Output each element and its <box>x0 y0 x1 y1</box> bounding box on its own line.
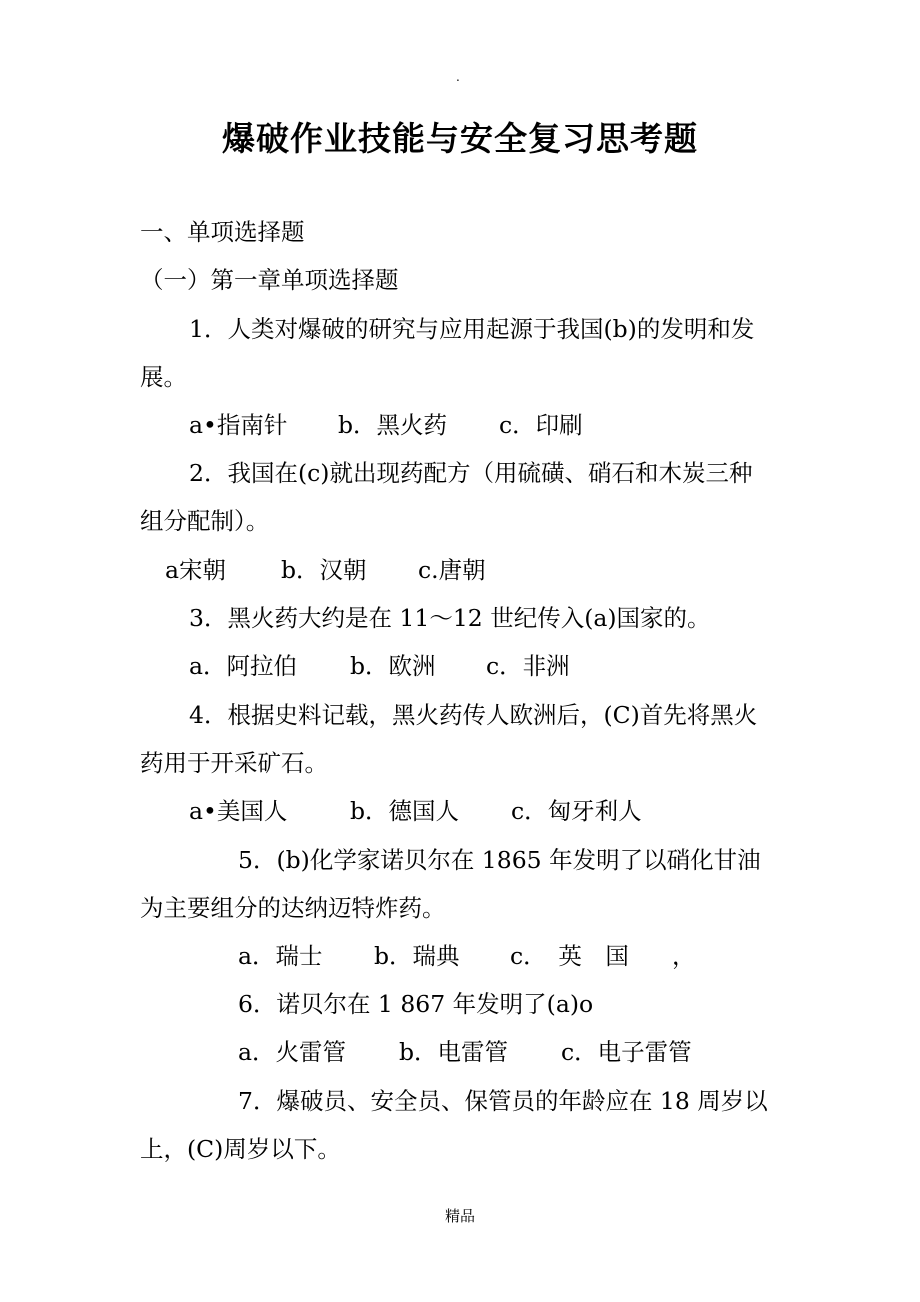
option-c: c.唐朝 <box>418 556 486 584</box>
option-a: a．瑞士 <box>238 942 323 970</box>
question-4-line-1: 4．根据史料记载，黑火药传人欧洲后，(C)首先将黑火 <box>189 701 758 729</box>
question-2-line-1: 2．我国在(c)就出现药配方（用硫磺、硝石和木炭三种 <box>189 459 753 487</box>
question-6-line-1: 6．诺贝尔在 1 867 年发明了(a)o <box>238 990 594 1018</box>
option-b: b．黑火药 <box>338 411 448 439</box>
question-7-line-1: 7．爆破员、安全员、保管员的年龄应在 18 周岁以 <box>238 1087 768 1115</box>
option-b: b．电雷管 <box>399 1038 509 1066</box>
question-1-options <box>189 409 583 441</box>
question-1-line-2: 展。 <box>140 363 187 391</box>
question-5-line-1: 5．(b)化学家诺贝尔在 1865 年发明了以硝化甘油 <box>238 846 761 874</box>
option-c: c．印刷 <box>499 411 583 439</box>
question-2-options <box>165 554 486 586</box>
page-title: 爆破作业技能与安全复习思考题 <box>222 119 698 158</box>
option-b: b．瑞典 <box>374 942 460 970</box>
option-a: a．阿拉伯 <box>189 652 298 680</box>
question-5-line-2: 为主要组分的达纳迈特炸药。 <box>140 894 446 922</box>
header-mark: . <box>456 70 460 84</box>
page-footer: 精品 <box>444 1207 475 1225</box>
question-1-line-1: 1．人类对爆破的研究与应用起源于我国(b)的发明和发 <box>189 315 755 343</box>
option-c: c．非洲 <box>486 652 570 680</box>
question-2-line-2: 组分配制）。 <box>140 507 270 535</box>
option-c: c． 英 国 <box>510 942 629 970</box>
question-7-line-2: 上，(C)周岁以下。 <box>140 1135 341 1163</box>
option-c: c．匈牙利人 <box>511 797 642 825</box>
trailing-comma: ， <box>672 942 696 970</box>
question-5-options <box>238 940 696 972</box>
section-heading: 一、单项选择题 <box>140 218 305 246</box>
subsection-heading: （一）第一章单项选择题 <box>140 266 399 294</box>
option-a: a•指南针 <box>189 411 288 439</box>
option-c: c．电子雷管 <box>561 1038 692 1066</box>
option-b: b．汉朝 <box>281 556 367 584</box>
question-4-line-2: 药用于开采矿石。 <box>140 749 328 777</box>
question-3-options <box>189 650 570 682</box>
question-6-options <box>238 1036 692 1068</box>
question-4-options <box>189 795 642 827</box>
option-a: a•美国人 <box>189 797 288 825</box>
option-a: a宋朝 <box>165 556 227 584</box>
option-b: b．德国人 <box>350 797 460 825</box>
option-a: a．火雷管 <box>238 1038 347 1066</box>
option-b: b．欧洲 <box>350 652 436 680</box>
question-3-line-1: 3．黑火药大约是在 11～12 世纪传入(a)国家的。 <box>189 604 711 632</box>
